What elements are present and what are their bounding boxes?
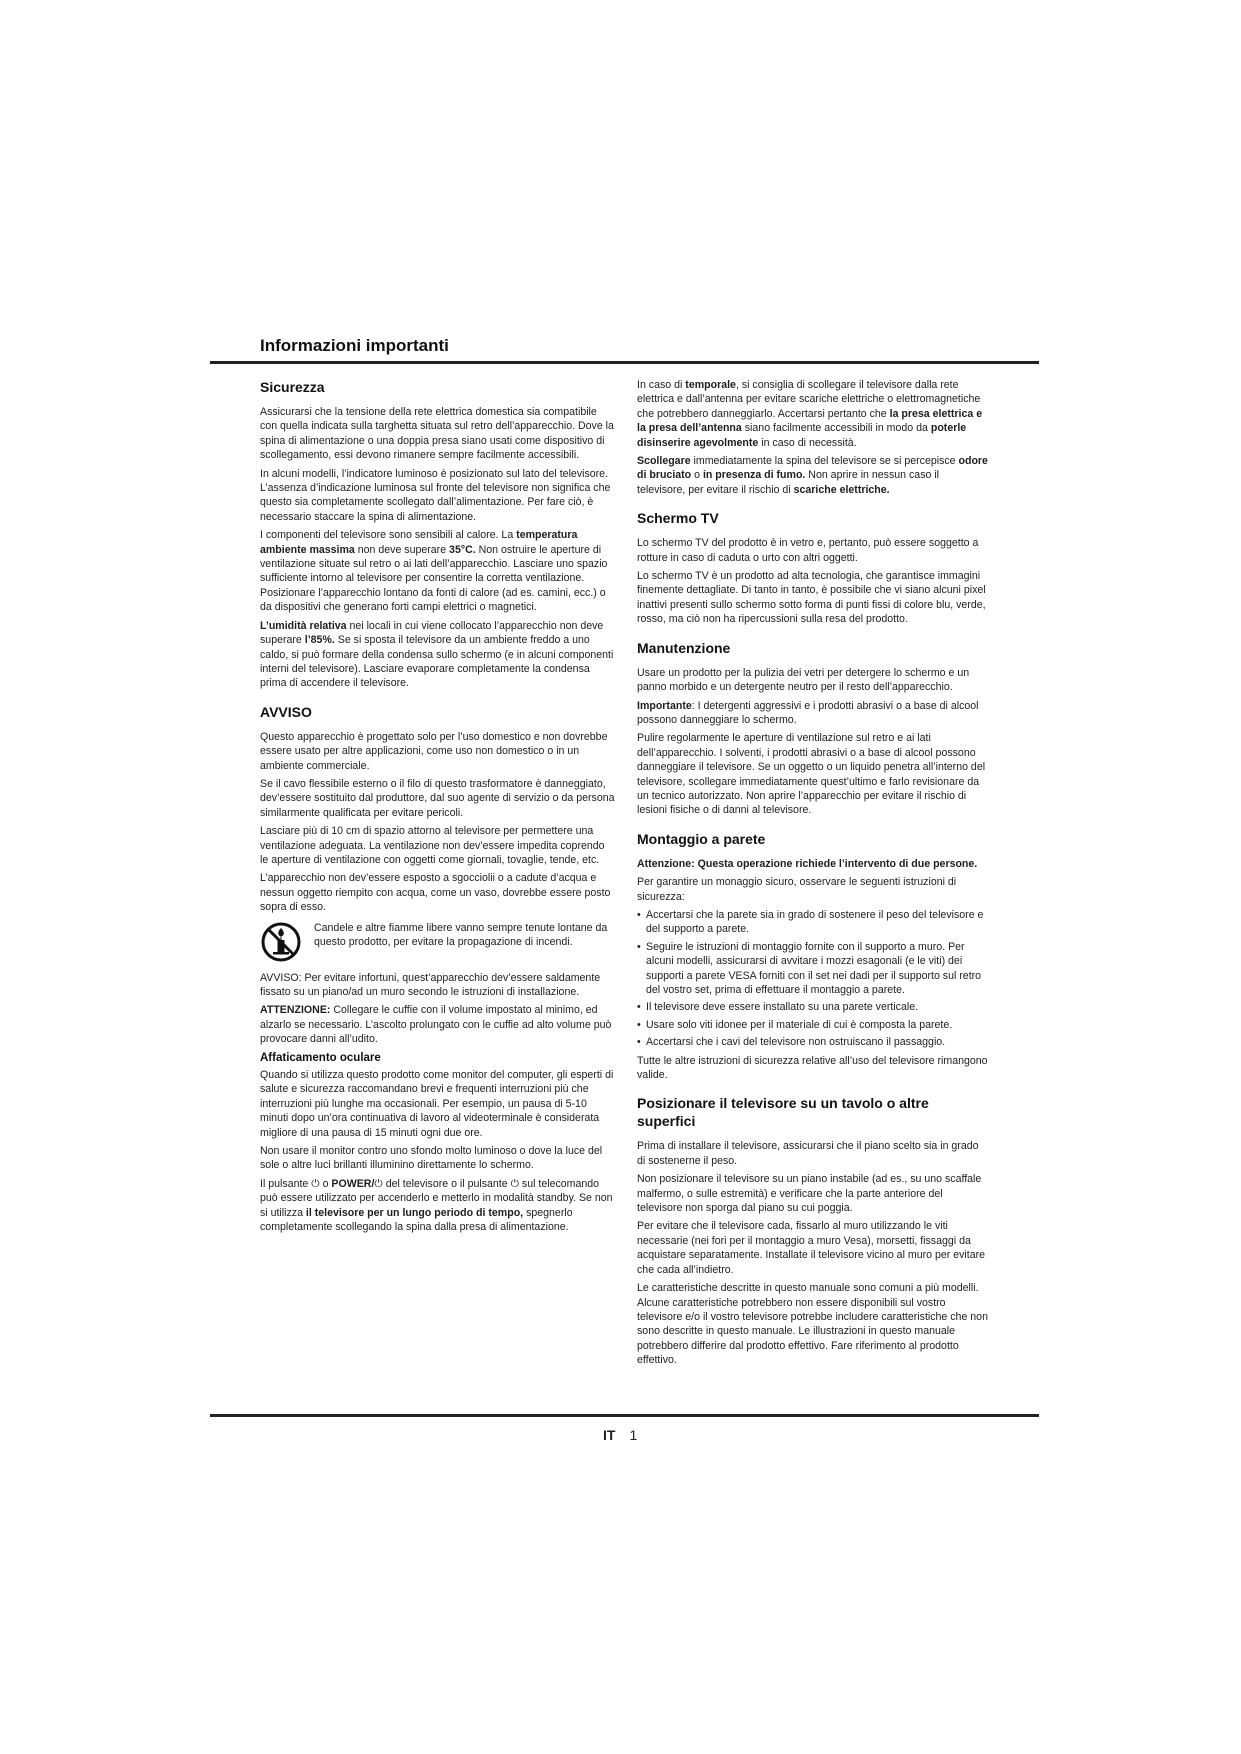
tavolo-p1: Prima di installare il televisore, assicurarsi che il piano scelto sia in grado di sostenerne il peso.: [637, 1140, 979, 1167]
avviso-p6: ATTENZIONE: Collegare le cuffie con il volume impostato al minimo, ed alzarlo se necessario. L’ascolto prolungato con le cuffie ad alto volume può provocare danni all’udito.: [260, 1004, 612, 1046]
list-item: • Il televisore deve essere installato su una parete verticale.: [637, 1000, 989, 1014]
manutenzione-p2: Importante: I detergenti aggressivi e i prodotti abrasivi o a base di alcool possono danneggiare lo schermo.: [637, 699, 979, 726]
section-montaggio: [637, 830, 989, 1083]
temporale-p2: Scollegare immediatamente la spina del televisore se si percepisce odore di bruciato o in presenza di fumo. Non aprire in nessun caso il televisore, per evitare il rischio di scariche elettriche.: [637, 455, 988, 496]
page-number: 1: [629, 1427, 638, 1443]
sicurezza-p2: In alcuni modelli, l’indicatore luminoso è posizionato sul lato del televisore. L’assenza d’indicazione luminosa sul fronte del televisore non significa che questo sia completamente scollegato dall’alimentazione. Per fare ciò, è necessario staccare la spina di alimentazione.: [260, 467, 611, 523]
page-footer: [603, 1427, 637, 1443]
heading-tavolo: Posizionare il televisore su un tavolo o altre superfici: [637, 1095, 929, 1130]
sicurezza-p4: L’umidità relativa nei locali in cui viene collocato l’apparecchio non deve superare l’85%. Se si sposta il televisore da un ambiente freddo a uno caldo, si può formare della condensa sullo schermo (e in alcuni componenti interni del televisore). Lasciare evaporare completamente la condensa prima di accendere il televisore.: [260, 619, 614, 690]
heading-affaticamento: Affaticamento oculare: [260, 1051, 381, 1064]
heading-sicurezza: Sicurezza: [260, 379, 325, 395]
montaggio-p2: Tutte le altre istruzioni di sicurezza relative all’uso del televisore rimangono valide.: [637, 1054, 988, 1082]
heading-montaggio: Montaggio a parete: [637, 830, 766, 847]
no-open-flame-icon: [260, 921, 302, 963]
power-icon: ⏻: [311, 1177, 320, 1190]
language-code: IT: [603, 1427, 616, 1443]
avviso-p1: Questo apparecchio è progettato solo per l’uso domestico e non dovrebbe essere usato per altre applicazioni, come uso non domestico o in un ambiente commerciale.: [260, 730, 608, 772]
avviso-p5: AVVISO: Per evitare infortuni, quest’apparecchio dev’essere saldamente fissato su un piano/ad un muro secondo le istruzioni di installazione.: [260, 971, 601, 998]
footer-rule: [210, 1414, 1039, 1417]
avviso-p3: Lasciare più di 10 cm di spazio attorno al televisore per permettere una ventilazione adeguata. La ventilazione non dev’essere impedita coprendo le aperture di ventilazione con oggetti come giornali, tovaglie, tende, etc.: [260, 825, 605, 866]
power-icon: ⏻: [374, 1177, 383, 1190]
tavolo-p3: Per evitare che il televisore cada, fissarlo al muro utilizzando le viti necessarie (nei fori per il montaggio a muro Vesa), morsetti, fissaggi da acquistare separatamente. Installate il televisore vicino al muro per evitare che cada all’indietro.: [637, 1220, 986, 1276]
section-affaticamento: [260, 1051, 615, 1235]
montaggio-caution: Attenzione: Questa operazione richiede l’intervento di due persone.: [637, 857, 978, 870]
avviso-p4: L’apparecchio non dev’essere esposto a sgocciolii o a cadute d’acqua e nessun oggetto riempito con acqua, come un vaso, dovrebbe essere posto sopra di esso.: [260, 872, 611, 914]
heading-manutenzione: Manutenzione: [637, 639, 731, 656]
affaticamento-p1: Quando si utilizza questo prodotto come monitor del computer, gli esperti di salute e sicurezza raccomandano brevi e frequenti interruzioni più che interruzioni più lunghe ma occasionali. Per esempio, un pausa di 5-10 minuti dopo un’ora continuativa di lavoro al videoterminale è considerata migliore di una pausa di 15 minuti ogni due ore.: [260, 1069, 614, 1139]
list-item: • Usare solo viti idonee per il materiale di cui è composta la parete.: [637, 1018, 989, 1032]
manutenzione-p1: Usare un prodotto per la pulizia dei vetri per detergere lo schermo e un panno morbido e un detergente neutro per il resto dell’apparecchio.: [637, 666, 970, 694]
montaggio-list: [637, 908, 989, 1050]
schermo-p1: Lo schermo TV del prodotto è in vetro e, pertanto, può essere soggetto a rotture in caso di caduta o urto con altri oggetti.: [637, 537, 979, 564]
candle-warning-text: Candele e altre fiamme libere vanno sempre tenute lontane da questo prodotto, per evitare la propagazione di incendi.: [314, 921, 608, 948]
section-sicurezza: [260, 378, 615, 691]
montaggio-p1: Per garantire un monaggio sicuro, osservare le seguenti istruzioni di sicurezza:: [637, 876, 957, 903]
temporale-p1: In caso di temporale, si consiglia di scollegare il televisore dalla rete elettrica e dall’antenna per evitare scariche elettriche o elettromagnetiche che potrebbero danneggiarlo. Accertarsi pertanto che la presa elettrica e la presa dell’antenna siano facilmente accessibili in modo da poterle disinserire agevolmente in caso di necessità.: [637, 379, 983, 449]
avviso-p2: Se il cavo flessibile esterno o il filo di questo trasformatore è danneggiato, dev’essere sostituito dal produttore, dal suo agente di servizio o da persona similarmente qualificata per evitare pericoli.: [260, 777, 615, 819]
right-column: [637, 378, 989, 1372]
section-manutenzione: [637, 639, 989, 818]
left-column: [260, 378, 615, 1239]
section-temporale: [637, 378, 989, 497]
sicurezza-p1: Assicurarsi che la tensione della rete elettrica domestica sia compatibile con quella indicata sulla targhetta situata sul retro dell’apparecchio. Dove la spina di alimentazione o una doppia presa siano usati come dispositivo di scollegamento, essi devono rimanere sempre facilmente accessibili.: [260, 406, 614, 462]
section-schermo: [637, 509, 989, 626]
candle-warning: [260, 921, 615, 963]
tavolo-p2: Non posizionare il televisore su un piano instabile (ad es., su uno scaffale malfermo, o sulle estremità) e verificare che la parte anteriore del televisore non sporga dal piano su cui poggia.: [637, 1173, 982, 1215]
list-item: • Accertarsi che i cavi del televisore non ostruiscano il passaggio.: [637, 1035, 989, 1049]
tavolo-p4: Le caratteristiche descritte in questo manuale sono comuni a più modelli. Alcune caratteristiche potrebbero non essere disponibili sul vostro televisore e/o il vostro televisore potrebbe includere caratteristiche che non sono descritte in questo manuale. Le illustrazioni in questo manuale potrebbero differire dal prodotto effettivo. Fare riferimento al prodotto effettivo.: [637, 1282, 988, 1367]
power-icon: ⏻: [510, 1177, 519, 1190]
heading-avviso: AVVISO: [260, 703, 312, 720]
header-rule: [210, 361, 1039, 364]
manutenzione-p3: Pulire regolarmente le aperture di ventilazione sul retro e ai lati dell’apparecchio. I solventi, i prodotti abrasivi o a base di alcool possono danneggiare il televisore. Se un oggetto o un liquido penetra all’interno del televisore, scollegare immediatamente quest’ultimo e farlo revisionare da un tecnico autorizzato. Non aprire l’apparecchio per evitare il rischio di lesioni fisiche o di danni al televisore.: [637, 732, 986, 817]
page-title: Informazioni importanti: [260, 336, 449, 355]
list-item: • Seguire le istruzioni di montaggio fornite con il supporto a muro. Per alcuni modelli, assicurarsi di avvitare i mozzi esagonali (e le viti) dei supporti a parete VESA forniti con il set nei dadi per il supporto sul retro del vostro set, prima di effettuare il montaggio a parete.: [637, 940, 989, 998]
affaticamento-p3: Il pulsante ⏻ o POWER/⏻ del televisore o il pulsante ⏻ sul telecomando può essere utilizzato per accenderlo e metterlo in modalità standby. Se non si utilizza il televisore per un lungo periodo di tempo, spegnerlo completamente scollegando la spina dalla presa di alimentazione.: [260, 1177, 613, 1234]
list-item: • Accertarsi che la parete sia in grado di sostenere il peso del televisore e del supporto a parete.: [637, 908, 989, 937]
section-avviso: [260, 703, 615, 1047]
schermo-p2: Lo schermo TV è un prodotto ad alta tecnologia, che garantisce immagini finemente dettagliate. Di tanto in tanto, è possibile che vi siano alcuni pixel inattivi presenti sullo schermo sotto forma di punti fissi di colore blu, verde, rosso, ma ciò non ha ripercussioni sulla resa del prodotto.: [637, 570, 986, 626]
sicurezza-p3: I componenti del televisore sono sensibili al calore. La temperatura ambiente massima non deve superare 35°C. Non ostruire le aperture di ventilazione situate sul retro o ai lati dell’apparecchio. Lasciare uno spazio sufficiente intorno al televisore per consentire la corretta ventilazione. Posizionare l’apparecchio lontano da fonti di calore (ad es. camini, ecc.) o da dispositivi che generano forti campi elettrici o magnetici.: [260, 529, 608, 614]
affaticamento-p2: Non usare il monitor contro uno sfondo molto luminoso o dove la luce del sole o altre luci brillanti illuminino direttamente lo schermo.: [260, 1145, 603, 1172]
section-tavolo: [637, 1094, 989, 1367]
heading-schermo: Schermo TV: [637, 510, 719, 527]
